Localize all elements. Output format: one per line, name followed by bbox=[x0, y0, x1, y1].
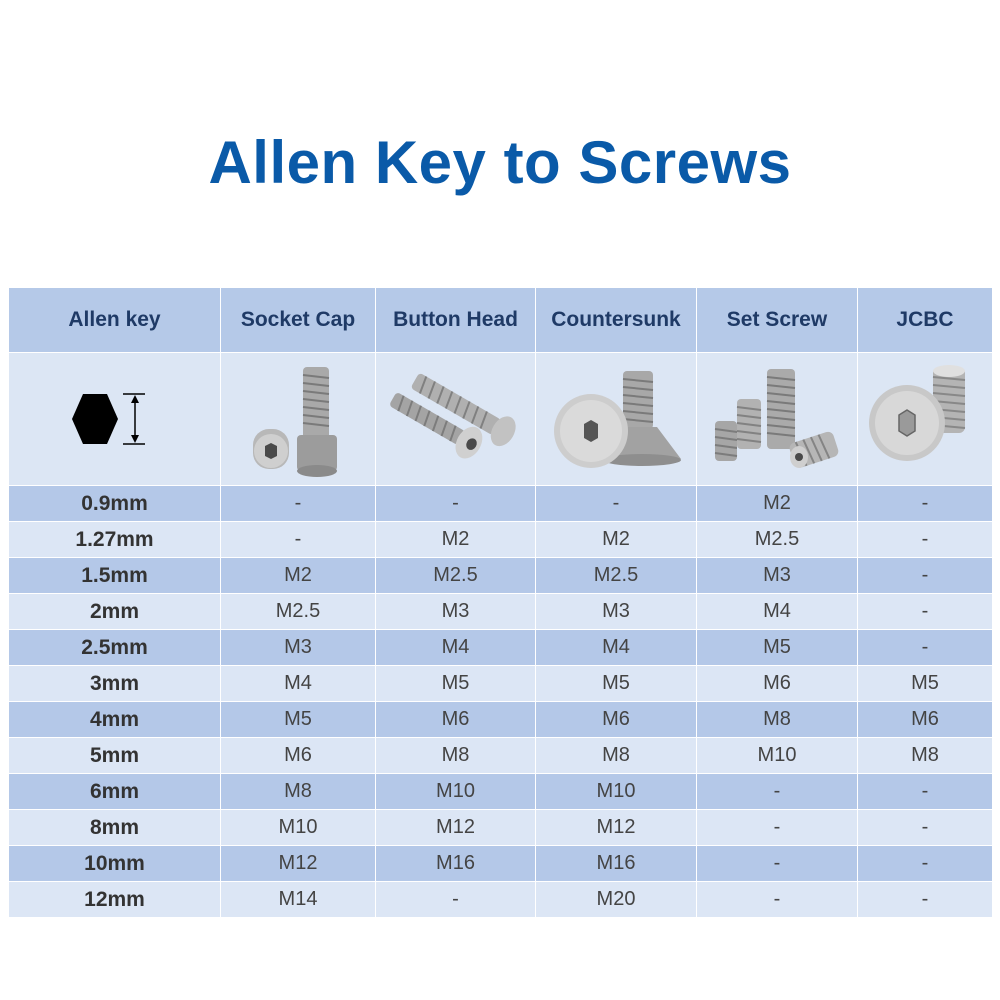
allen-key-size-cell: 3mm bbox=[9, 666, 221, 702]
jcbc-cell: - bbox=[858, 630, 993, 666]
countersunk-cell: M20 bbox=[536, 882, 697, 918]
countersunk-cell: M5 bbox=[536, 666, 697, 702]
jcbc-cell: - bbox=[858, 486, 993, 522]
allen-key-size-cell: 4mm bbox=[9, 702, 221, 738]
set-screw-cell: M2 bbox=[697, 486, 858, 522]
countersunk-cell: M2 bbox=[536, 522, 697, 558]
set-screw-cell: M8 bbox=[697, 702, 858, 738]
socket-cap-cell: M2.5 bbox=[221, 594, 376, 630]
table-row bbox=[9, 522, 993, 558]
jcbc-cell: M5 bbox=[858, 666, 993, 702]
socket-cap-cell: M12 bbox=[221, 846, 376, 882]
table-row bbox=[9, 738, 993, 774]
countersunk-cell: M16 bbox=[536, 846, 697, 882]
table-row bbox=[9, 630, 993, 666]
allen-key-size-cell: 1.5mm bbox=[9, 558, 221, 594]
countersunk-cell: M6 bbox=[536, 702, 697, 738]
set-screw-cell: - bbox=[697, 774, 858, 810]
set-screw-cell: M3 bbox=[697, 558, 858, 594]
allen-key-size-cell: 1.27mm bbox=[9, 522, 221, 558]
socket-cap-screw-image bbox=[221, 353, 376, 486]
table-row bbox=[9, 702, 993, 738]
jcbc-cell: - bbox=[858, 774, 993, 810]
table-row bbox=[9, 558, 993, 594]
set-screw-cell: - bbox=[697, 846, 858, 882]
table-row bbox=[9, 774, 993, 810]
countersunk-cell: M4 bbox=[536, 630, 697, 666]
countersunk-cell: M3 bbox=[536, 594, 697, 630]
jcbc-cell: M6 bbox=[858, 702, 993, 738]
set-screw-cell: - bbox=[697, 810, 858, 846]
set-screw-cell: M2.5 bbox=[697, 522, 858, 558]
set-screw-cell: M6 bbox=[697, 666, 858, 702]
allen-key-size-cell: 10mm bbox=[9, 846, 221, 882]
col-header-socket-cap: Socket Cap bbox=[221, 288, 376, 353]
jcbc-cell: M8 bbox=[858, 738, 993, 774]
allen-key-table bbox=[8, 287, 993, 918]
countersunk-screw-image bbox=[536, 353, 697, 486]
set-screw-cell: M4 bbox=[697, 594, 858, 630]
set-screw-cell: M10 bbox=[697, 738, 858, 774]
set-screw-image bbox=[697, 353, 858, 486]
socket-cap-cell: M8 bbox=[221, 774, 376, 810]
button-head-cell: M8 bbox=[376, 738, 536, 774]
socket-cap-cell: M5 bbox=[221, 702, 376, 738]
socket-cap-cell: M10 bbox=[221, 810, 376, 846]
button-head-cell: M6 bbox=[376, 702, 536, 738]
allen-key-size-cell: 2.5mm bbox=[9, 630, 221, 666]
allen-key-size-cell: 0.9mm bbox=[9, 486, 221, 522]
button-head-cell: M4 bbox=[376, 630, 536, 666]
button-head-screw-image bbox=[376, 353, 536, 486]
button-head-cell: M5 bbox=[376, 666, 536, 702]
button-head-cell: M16 bbox=[376, 846, 536, 882]
button-head-cell: M3 bbox=[376, 594, 536, 630]
table-row bbox=[9, 882, 993, 918]
socket-cap-cell: M2 bbox=[221, 558, 376, 594]
socket-cap-cell: M3 bbox=[221, 630, 376, 666]
button-head-cell: M12 bbox=[376, 810, 536, 846]
hex-key-icon bbox=[9, 353, 221, 486]
socket-cap-cell: M14 bbox=[221, 882, 376, 918]
jcbc-screw-image bbox=[858, 353, 993, 486]
countersunk-cell: M10 bbox=[536, 774, 697, 810]
table-row bbox=[9, 594, 993, 630]
table-row bbox=[9, 486, 993, 522]
set-screw-cell: - bbox=[697, 882, 858, 918]
button-head-cell: - bbox=[376, 882, 536, 918]
table-row bbox=[9, 666, 993, 702]
allen-key-size-cell: 2mm bbox=[9, 594, 221, 630]
button-head-cell: - bbox=[376, 486, 536, 522]
countersunk-cell: - bbox=[536, 486, 697, 522]
table-row bbox=[9, 846, 993, 882]
page-title: Allen Key to Screws bbox=[208, 129, 792, 196]
allen-key-size-cell: 5mm bbox=[9, 738, 221, 774]
button-head-cell: M2 bbox=[376, 522, 536, 558]
header-row bbox=[9, 288, 993, 353]
jcbc-cell: - bbox=[858, 522, 993, 558]
button-head-cell: M10 bbox=[376, 774, 536, 810]
allen-key-size-cell: 12mm bbox=[9, 882, 221, 918]
table-row bbox=[9, 810, 993, 846]
jcbc-cell: - bbox=[858, 558, 993, 594]
image-row bbox=[9, 353, 993, 486]
countersunk-cell: M12 bbox=[536, 810, 697, 846]
socket-cap-cell: - bbox=[221, 486, 376, 522]
socket-cap-cell: M4 bbox=[221, 666, 376, 702]
col-header-allen-key: Allen key bbox=[9, 288, 221, 353]
jcbc-cell: - bbox=[858, 882, 993, 918]
socket-cap-cell: - bbox=[221, 522, 376, 558]
button-head-cell: M2.5 bbox=[376, 558, 536, 594]
countersunk-cell: M8 bbox=[536, 738, 697, 774]
set-screw-cell: M5 bbox=[697, 630, 858, 666]
socket-cap-cell: M6 bbox=[221, 738, 376, 774]
col-header-button-head: Button Head bbox=[376, 288, 536, 353]
countersunk-cell: M2.5 bbox=[536, 558, 697, 594]
jcbc-cell: - bbox=[858, 810, 993, 846]
jcbc-cell: - bbox=[858, 594, 993, 630]
col-header-countersunk: Countersunk bbox=[536, 288, 697, 353]
col-header-set-screw: Set Screw bbox=[697, 288, 858, 353]
allen-key-size-cell: 8mm bbox=[9, 810, 221, 846]
allen-key-size-cell: 6mm bbox=[9, 774, 221, 810]
jcbc-cell: - bbox=[858, 846, 993, 882]
col-header-jcbc: JCBC bbox=[858, 288, 993, 353]
